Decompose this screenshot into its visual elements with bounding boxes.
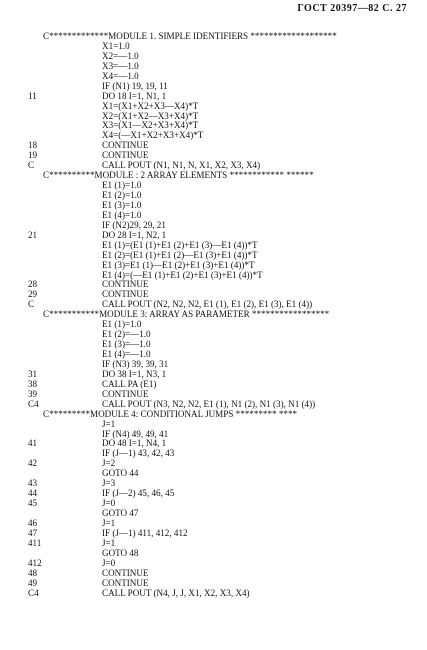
statement-text: CONTINUE xyxy=(102,567,149,578)
statement-text: E1 (2)=(E1 (1)+E1 (2)—E1 (3)+E1 (4))*T xyxy=(102,249,258,260)
statement-label: C4 xyxy=(28,587,39,598)
statement-text: C*************MODULE 1. SIMPLE IDENTIFIERS ******************* xyxy=(43,31,337,41)
code-line xyxy=(28,220,418,230)
code-line xyxy=(28,71,418,81)
code-line xyxy=(28,81,418,91)
statement-text: IF (J—1) 43, 42, 43 xyxy=(102,448,175,459)
module-comment-line xyxy=(28,170,418,180)
code-line xyxy=(28,41,418,51)
code-line xyxy=(28,160,418,170)
statement-label: C xyxy=(28,299,35,310)
statement-text: X4=—1.0 xyxy=(102,70,139,81)
code-line xyxy=(28,319,418,329)
code-line xyxy=(28,289,418,299)
statement-text: E1 (4)=(—E1 (1)+E1 (2)+E1 (3)+E1 (4))*T xyxy=(102,269,263,280)
statement-text: IF (N1) 19, 19, 11 xyxy=(102,80,168,91)
statement-label: 31 xyxy=(28,368,38,379)
statement-text: J=2 xyxy=(102,458,116,469)
statement-label: 412 xyxy=(28,557,42,568)
code-line xyxy=(28,339,418,349)
statement-label: 38 xyxy=(28,378,38,389)
statement-text: J=0 xyxy=(102,557,116,568)
code-line xyxy=(28,538,418,548)
code-line xyxy=(28,111,418,121)
statement-text: X2=(X1+X2—X3+X4)*T xyxy=(102,110,199,121)
code-line xyxy=(28,429,418,439)
statement-text: E1 (4)=—1.0 xyxy=(102,349,151,359)
code-line xyxy=(28,448,418,458)
code-line xyxy=(28,528,418,538)
statement-label: 11 xyxy=(28,90,37,101)
code-line xyxy=(28,518,418,528)
statement-label: C4 xyxy=(28,398,39,409)
statement-text: CALL POUT (N1, N1, N, X1, X2, X3, X4) xyxy=(102,160,261,171)
statement-text: CALL POUT (N2, N2, N2, E1 (1), E1 (2), E1 (3), E1 (4)) xyxy=(102,299,313,310)
code-line xyxy=(28,250,418,260)
code-line xyxy=(28,349,418,359)
statement-text: E1 (4)=1.0 xyxy=(102,209,142,220)
statement-text: C**********MODULE : 2 ARRAY ELEMENTS ************ ****** xyxy=(43,170,314,181)
statement-text: IF (J—1) 411, 412, 412 xyxy=(102,527,188,538)
statement-text: X3=(X1—X2+X3+X4)*T xyxy=(102,120,199,131)
statement-text: CALL PA (E1) xyxy=(102,378,157,389)
statement-label: 43 xyxy=(28,478,38,489)
module-comment-line xyxy=(28,31,418,41)
code-line xyxy=(28,101,418,111)
statement-label: 42 xyxy=(28,458,38,469)
code-line xyxy=(28,458,418,468)
statement-text: GOTO 44 xyxy=(102,468,139,479)
statement-label: 47 xyxy=(28,527,38,538)
statement-text: C***********MODULE 3: ARRAY AS PARAMETER ***************** xyxy=(43,309,330,320)
code-line xyxy=(28,299,418,309)
code-line xyxy=(28,130,418,140)
code-line xyxy=(28,359,418,369)
statement-text: X3=—1.0 xyxy=(102,60,139,71)
code-line xyxy=(28,230,418,240)
statement-label: 41 xyxy=(28,438,38,449)
code-line xyxy=(28,180,418,190)
statement-text: X1=(X1+X2+X3—X4)*T xyxy=(102,100,199,111)
code-line xyxy=(28,478,418,488)
statement-text: IF (J—2) 45, 46, 45 xyxy=(102,488,175,499)
code-line xyxy=(28,498,418,508)
code-line xyxy=(28,120,418,130)
statement-text: X2=—1.0 xyxy=(102,50,139,61)
statement-text: X1=1.0 xyxy=(102,40,130,51)
statement-text: CONTINUE xyxy=(102,577,149,588)
statement-text: CONTINUE xyxy=(102,140,149,151)
code-line xyxy=(28,329,418,339)
statement-label: 44 xyxy=(28,488,38,499)
statement-label: 49 xyxy=(28,577,38,588)
statement-text: DO 28 I=1, N2, 1 xyxy=(102,229,167,240)
statement-text: E1 (3)=—1.0 xyxy=(102,339,151,350)
statement-text: J=1 xyxy=(102,537,116,548)
statement-text: IF (N3) 39, 39, 31 xyxy=(102,358,169,369)
statement-label: 19 xyxy=(28,150,38,161)
statement-text: J=3 xyxy=(102,478,116,489)
code-line xyxy=(28,61,418,71)
code-line xyxy=(28,150,418,160)
statement-label: 39 xyxy=(28,388,38,399)
statement-text: CONTINUE xyxy=(102,150,149,161)
code-line xyxy=(28,369,418,379)
code-line xyxy=(28,558,418,568)
statement-text: E1 (2)=1.0 xyxy=(102,190,142,200)
code-line xyxy=(28,468,418,478)
code-line xyxy=(28,578,418,588)
statement-label: 48 xyxy=(28,567,38,578)
statement-label: 45 xyxy=(28,498,38,509)
statement-text: GOTO 48 xyxy=(102,547,139,558)
statement-text: J=0 xyxy=(102,498,116,509)
statement-label: 411 xyxy=(28,537,42,548)
statement-label: 46 xyxy=(28,517,38,528)
code-line xyxy=(28,548,418,558)
code-line xyxy=(28,91,418,101)
statement-text: DO 18 I=1, N1, 1 xyxy=(102,90,167,101)
statement-text: IF (N4) 49, 49, 41 xyxy=(102,428,169,439)
statement-text: CONTINUE xyxy=(102,289,149,300)
code-line xyxy=(28,190,418,200)
code-line xyxy=(28,200,418,210)
statement-text: X4=(—X1+X2+X3+X4)*T xyxy=(102,130,204,141)
code-line xyxy=(28,51,418,61)
statement-text: GOTO 47 xyxy=(102,508,139,518)
code-line xyxy=(28,210,418,220)
module-comment-line xyxy=(28,409,418,419)
statement-text: E1 (3)=1.0 xyxy=(102,199,142,210)
code-listing xyxy=(28,31,418,597)
code-line xyxy=(28,568,418,578)
statement-text: CONTINUE xyxy=(102,388,149,399)
code-line xyxy=(28,399,418,409)
code-line xyxy=(28,379,418,389)
code-line xyxy=(28,140,418,150)
code-line xyxy=(28,389,418,399)
statement-label: 29 xyxy=(28,289,38,300)
statement-text: E1 (1)=1.0 xyxy=(102,180,142,191)
statement-text: CONTINUE xyxy=(102,279,149,290)
statement-text: E1 (1)=1.0 xyxy=(102,319,142,330)
statement-text: C*********MODULE 4: CONDITIONAL JUMPS ********* **** xyxy=(43,408,298,419)
code-line xyxy=(28,488,418,498)
code-line xyxy=(28,419,418,429)
code-line xyxy=(28,240,418,250)
code-line xyxy=(28,438,418,448)
statement-text: DO 38 I=1, N3, 1 xyxy=(102,368,167,379)
code-line xyxy=(28,270,418,280)
statement-text: E1 (2)=—1.0 xyxy=(102,329,151,340)
statement-text: CALL POUT (N4, J, J, X1, X2, X3, X4) xyxy=(102,587,250,598)
statement-label: 18 xyxy=(28,140,38,151)
code-line xyxy=(28,508,418,518)
statement-label: 21 xyxy=(28,229,38,240)
statement-label: 28 xyxy=(28,279,38,290)
code-line xyxy=(28,588,418,598)
module-comment-line xyxy=(28,309,418,319)
code-line xyxy=(28,279,418,289)
statement-text: J=1 xyxy=(102,418,116,429)
statement-text: E1 (1)=(E1 (1)+E1 (2)+E1 (3)—E1 (4))*T xyxy=(102,239,258,250)
statement-text: IF (N2)29, 29, 21 xyxy=(102,219,166,230)
page-header: ГОСТ 20397—82 С. 27 xyxy=(297,3,407,14)
code-line xyxy=(28,260,418,270)
statement-text: J=1 xyxy=(102,517,116,528)
statement-label: C xyxy=(28,160,35,171)
statement-text: DO 48 I=1, N4, 1 xyxy=(102,438,167,449)
statement-text: CALL POUT (N3, N2, N2, E1 (1), N1 (2), N1 (3), N1 (4)) xyxy=(102,398,316,409)
statement-text: E1 (3)=E1 (1)—E1 (2)+E1 (3)+E1 (4))*T xyxy=(102,259,255,270)
